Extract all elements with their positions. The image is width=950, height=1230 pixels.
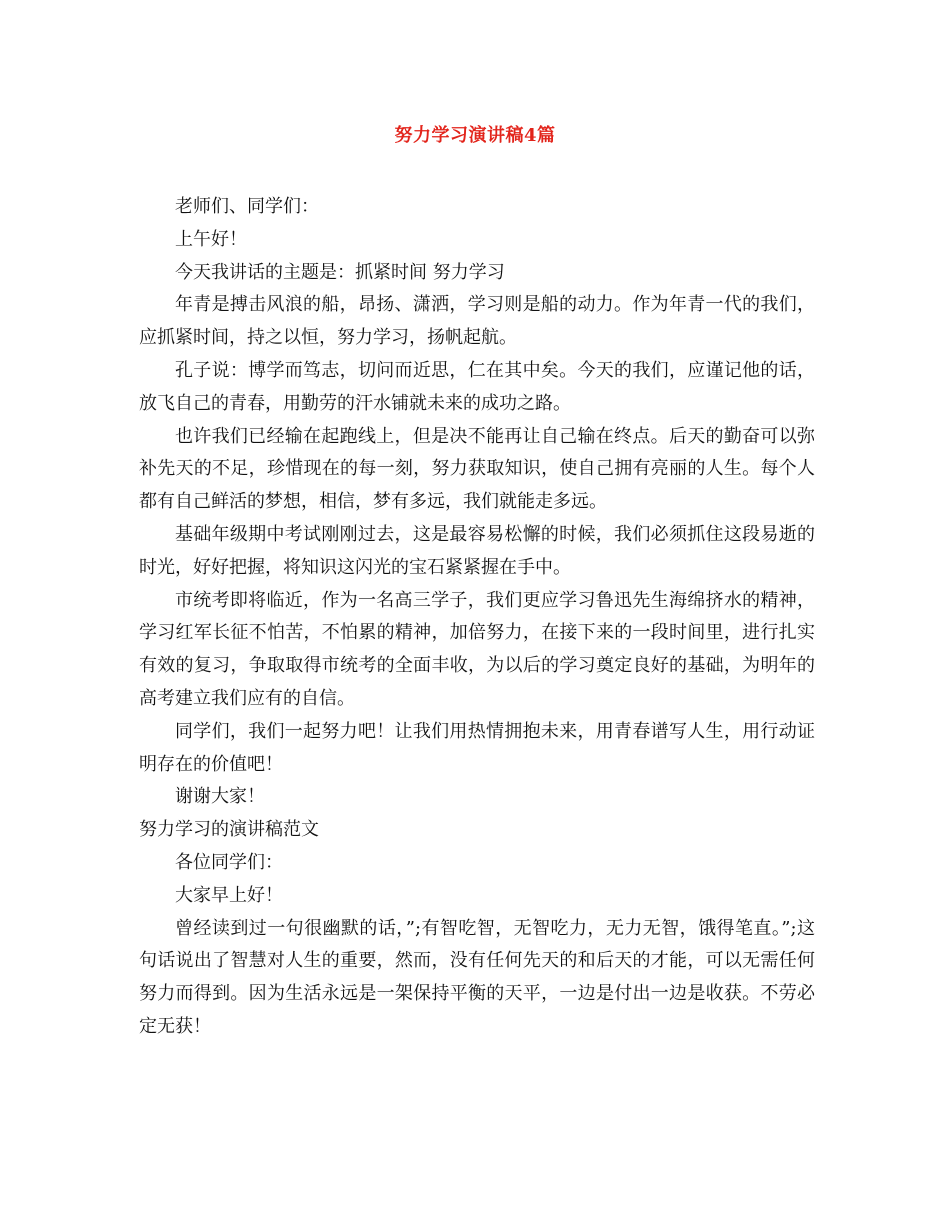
paragraph: 市统考即将临近，作为一名高三学子，我们更应学习鲁迅先生海绵挤水的精神，学习红军长征不怕苦，不怕累的精神，加倍努力，在接下来的一段时间里，进行扎实有效的复习，争取取得市统考的全面丰收，为以后的学习奠定良好的基础，为明年的高考建立我们应有的自信。	[139, 589, 815, 709]
section-subtitle: 努力学习的演讲稿范文	[139, 819, 319, 841]
paragraph: 基础年级期中考试刚刚过去，这是最容易松懈的时候，我们必须抓住这段易逝的时光，好好把握，将知识这闪光的宝石紧紧握在手中。	[139, 523, 815, 578]
paragraph: 今天我讲话的主题是：抓紧时间 努力学习	[175, 261, 505, 283]
paragraph: 同学们，我们一起努力吧！让我们用热情拥抱未来，用青春谱写人生，用行动证明存在的价值吧！	[139, 720, 815, 775]
paragraph: 大家早上好！	[175, 884, 283, 906]
paragraph: 也许我们已经输在起跑线上，但是决不能再让自己输在终点。后天的勤奋可以弥补先天的不足，珍惜现在的每一刻，努力获取知识，使自己拥有亮丽的人生。每个人都有自己鲜活的梦想，相信，梦有多远，我们就能走多远。	[139, 425, 815, 513]
document-body	[139, 191, 815, 1044]
paragraph: 年青是搏击风浪的船，昂扬、潇洒，学习则是船的动力。作为年青一代的我们，应抓紧时间，持之以恒，努力学习，扬帆起航。	[139, 294, 815, 349]
paragraph: 谢谢大家！	[175, 786, 265, 808]
paragraph: 老师们、同学们：	[175, 196, 319, 217]
document-title: 努力学习演讲稿4篇	[394, 125, 556, 146]
paragraph: 孔子说：博学而笃志，切问而近思，仁在其中矣。今天的我们，应谨记他的话，放飞自己的青春，用勤劳的汗水铺就未来的成功之路。	[139, 359, 815, 414]
paragraph: 上午好！	[175, 228, 247, 250]
paragraph: 各位同学们：	[175, 851, 283, 873]
paragraph: 曾经读到过一句很幽默的话，”;有智吃智，无智吃力，无力无智，饿得笔直。”;这句话说出了智慧对人生的重要，然而，没有任何先天的和后天的才能，可以无需任何努力而得到。因为生活永远是一架保持平衡的天平，一边是付出一边是收获。不劳必定无获！	[139, 917, 815, 1037]
